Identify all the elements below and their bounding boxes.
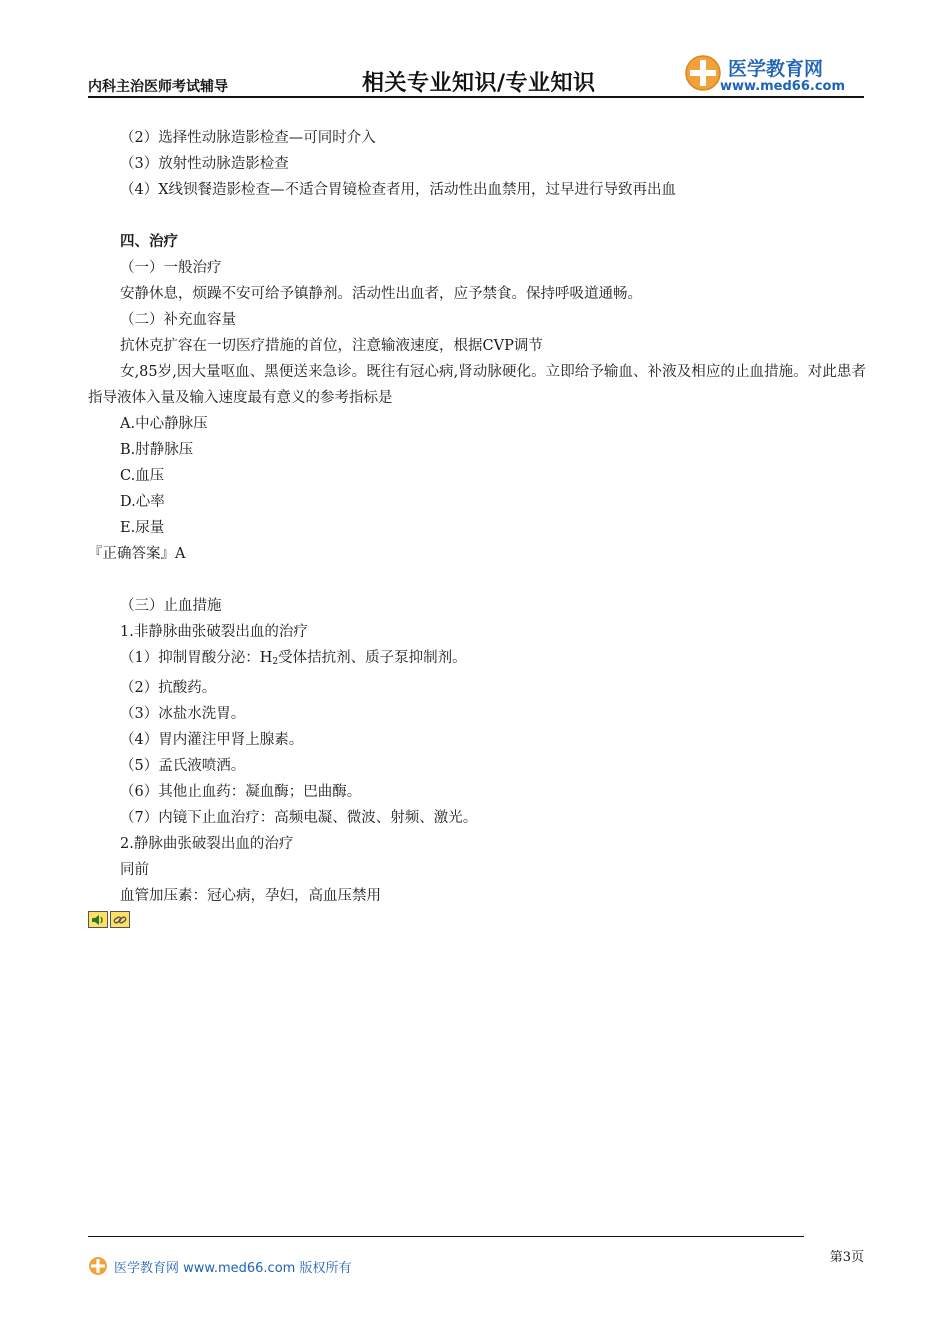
subsection-heading: （三）止血措施	[120, 598, 222, 614]
med66-logo-icon	[88, 1256, 108, 1276]
list-heading: 1.非静脉曲张破裂出血的治疗	[120, 624, 308, 640]
exam-item: （2）选择性动脉造影检查—可同时介入	[120, 130, 376, 146]
list-item: （7）内镜下止血治疗：高频电凝、微波、射频、激光。	[120, 810, 478, 826]
list-heading: 2.静脉曲张破裂出血的治疗	[120, 836, 294, 852]
site-logo	[684, 52, 864, 98]
list-item: （6）其他止血药：凝血酶；巴曲酶。	[120, 784, 362, 800]
paragraph: 安静休息，烦躁不安可给予镇静剂。活动性出血者，应予禁食。保持呼吸道通畅。	[120, 286, 642, 302]
answer-option: D.心率	[120, 494, 165, 510]
section-heading: 四、治疗	[120, 233, 178, 250]
list-item: （2）抗酸药。	[120, 680, 217, 696]
header-section-title: 相关专业知识/专业知识	[362, 71, 596, 96]
subsection-heading: （二）补充血容量	[120, 312, 236, 328]
footer-copyright: 医学教育网 www.med66.com 版权所有	[114, 1260, 352, 1276]
page-footer	[88, 1236, 864, 1276]
footer-divider	[88, 1236, 804, 1237]
list-item: （5）孟氏液喷洒。	[120, 758, 246, 774]
subsection-heading: （一）一般治疗	[120, 260, 222, 276]
link-icon[interactable]	[110, 911, 130, 928]
logo-url: www.med66.com	[720, 79, 846, 94]
exam-item: （3）放射性动脉造影检查	[120, 156, 289, 172]
exam-item: （4）X线钡餐造影检查—不适合胃镜检查者用，活动性出血禁用，过早进行导致再出血	[120, 182, 677, 198]
document-body	[88, 125, 866, 928]
logo-name: 医学教育网	[728, 58, 824, 80]
correct-answer: 『正确答案』A	[88, 546, 186, 562]
footer-brand	[88, 1256, 351, 1276]
answer-option: C.血压	[120, 468, 165, 484]
med66-logo-icon	[684, 54, 722, 92]
paragraph: 血管加压素：冠心病，孕妇，高血压禁用	[120, 888, 381, 904]
header-course-title: 内科主治医师考试辅导	[88, 79, 228, 95]
paragraph: 抗休克扩容在一切医疗措施的首位，注意输液速度，根据CVP调节	[120, 338, 543, 354]
list-item: （1）抑制胃酸分泌：$H_2$受体拮抗剂、质子泵抑制剂。	[120, 650, 467, 667]
paragraph: 同前	[120, 862, 149, 878]
media-icons	[88, 911, 866, 928]
list-item: （4）胃内灌注甲肾上腺素。	[120, 732, 304, 748]
answer-option: A.中心静脉压	[120, 416, 208, 432]
header-divider	[88, 96, 864, 98]
page-header	[88, 52, 864, 98]
page-number: 第3页	[829, 1250, 864, 1265]
question-stem: 女,85岁,因大量呕血、黑便送来急诊。既往有冠心病,肾动脉硬化。立即给予输血、补液及相应的止血措施。对此患者指导液体入量及输入速度最有意义的参考指标是	[88, 364, 866, 406]
answer-option: E.尿量	[120, 520, 165, 536]
list-item: （3）冰盐水洗胃。	[120, 706, 246, 722]
speaker-icon[interactable]	[88, 911, 108, 928]
answer-option: B.肘静脉压	[120, 442, 194, 458]
